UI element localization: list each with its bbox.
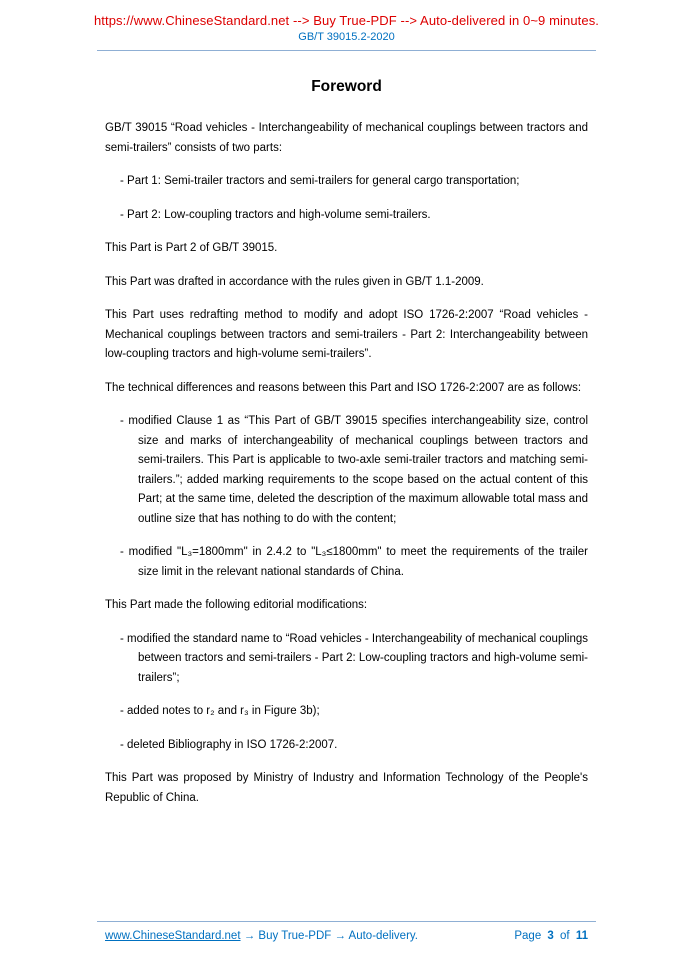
list-item: - modified "L₃=1800mm" in 2.4.2 to "L₃≤1800mm" to meet the requirements of the trailer size limit in the relevant national standards of China. xyxy=(120,546,588,578)
paragraph: GB/T 39015 “Road vehicles - Interchangeability of mechanical couplings between tractors and semi-trailers” consists of two parts: xyxy=(105,122,588,154)
document-content xyxy=(0,78,693,808)
paragraph: This Part uses redrafting method to modify and adopt ISO 1726-2:2007 “Road vehicles - Mechanical couplings between tractors and semi-trailers - Part 2: Interchangeability between low-coupling tractors and high-volume semi-trailers”. xyxy=(105,309,588,360)
paragraph: The technical differences and reasons between this Part and ISO 1726-2:2007 are as follows: xyxy=(105,381,582,394)
list-item: - Part 2: Low-coupling tractors and high-volume semi-trailers. xyxy=(120,208,431,221)
paragraph: This Part was drafted in accordance with the rules given in GB/T 1.1-2009. xyxy=(105,275,484,288)
page-title: Foreword xyxy=(311,78,382,95)
footer-promo xyxy=(105,930,418,942)
footer-promo-text: → Buy True-PDF → Auto-delivery. xyxy=(243,930,418,942)
list-item: - added notes to r₂ and r₃ in Figure 3b); xyxy=(120,705,320,717)
list-item: - Part 1: Semi-trailer tractors and semi-trailers for general cargo transportation; xyxy=(120,175,520,187)
header-rule xyxy=(97,50,596,51)
of-label: of xyxy=(560,930,570,942)
promo-banner: https://www.ChineseStandard.net --> Buy True-PDF --> Auto-delivered in 0~9 minutes. xyxy=(93,13,600,28)
footer-rule xyxy=(97,921,596,922)
page-label: Page xyxy=(514,930,542,942)
page-total: 11 xyxy=(575,930,588,942)
page-footer xyxy=(0,921,693,942)
paragraph: This Part made the following editorial modifications: xyxy=(105,599,368,611)
list-item: - modified Clause 1 as “This Part of GB/T 39015 specifies interchangeability size, control size and marks of interchangeability of mechanical couplings between tractors and semi-trailers. This Part is applicable to two-axle semi-trailer tractors and matching semi-trailers.”; added marking requirements to the scope based on the actual content of this Part; at the same time, deleted the description of the maximum allowable total mass and outline size that has nothing to do with the content; xyxy=(120,415,588,525)
list-item: - deleted Bibliography in ISO 1726-2:2007. xyxy=(120,738,338,751)
page-header xyxy=(0,0,693,51)
paragraph: This Part is Part 2 of GB/T 39015. xyxy=(105,242,278,254)
page-indicator xyxy=(511,930,588,942)
doc-number: GB/T 39015.2-2020 xyxy=(298,31,395,43)
footer-link[interactable]: www.ChineseStandard.net xyxy=(105,930,241,942)
page-current: 3 xyxy=(547,930,554,942)
paragraph: This Part was proposed by Ministry of Industry and Information Technology of the People's Republic of China. xyxy=(105,772,588,804)
list-item: - modified the standard name to “Road vehicles - Interchangeability of mechanical couplings between tractors and semi-trailers - Part 2: Low-coupling tractors and high-volume semi-trailers”; xyxy=(120,632,588,684)
